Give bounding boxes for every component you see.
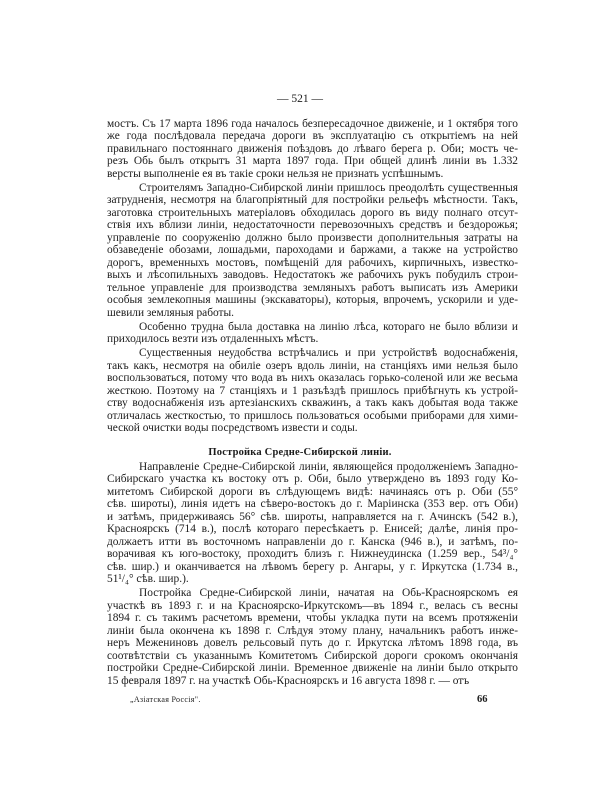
body-text-bottom xyxy=(107,461,518,689)
body-text-top xyxy=(107,118,518,437)
text-line: затрудненія, несмотря на благопріятный для постройки рельефъ мѣстности. Такъ, xyxy=(107,194,518,207)
text-line: и затѣмъ, придерживаясь 56° сѣв. широты, направляется на г. Ачинскъ (542 в.), xyxy=(107,510,518,523)
text-line: мостъ. Съ 17 марта 1896 года началось безпересадочное движеніе, и 1 октября того xyxy=(107,117,518,130)
text-line: сѣв. шир.) и оканчивается на лѣвомъ берегу р. Ангары, у г. Иркутска (1.734 в., xyxy=(107,560,518,573)
text-line: линіи была окончена къ 1898 г. Слѣдуя этому плану, начальникъ работъ инже- xyxy=(107,624,518,637)
text-line: Строителямъ Западно-Сибирской линіи пришлось преодолѣть существенныя xyxy=(139,181,518,194)
paragraph xyxy=(107,321,518,346)
footer-source: „Азіатская Россія". xyxy=(130,695,201,704)
text-line: ствія ихъ вблизи линіи, недостаточности перевозочныхъ средствъ и бездорожья; xyxy=(107,219,518,232)
paragraph xyxy=(107,118,518,181)
text-line: заготовка строительныхъ матеріаловъ обходилась дорого въ виду полнаго отсут- xyxy=(107,206,518,219)
text-line: отличалась жесткостью, то пришлось пользоваться особыми приборами для хими- xyxy=(107,409,518,422)
text-line: резъ Обь былъ открытъ 31 марта 1897 года. При общей длинѣ линіи въ 1.332 xyxy=(107,155,518,168)
text-line: Особенно трудна была доставка на линію лѣса, котораго не было вблизи и xyxy=(139,320,518,333)
text-line: приходилось везти изъ отдаленныхъ мѣстъ. xyxy=(107,333,319,346)
text-line: постройки Средне-Сибирской линіи. Временное движеніе на линіи было открыто xyxy=(107,662,518,675)
text-line: Сибирскаго участка къ востоку отъ р. Оби, было утверждено въ 1893 году Ко- xyxy=(107,473,518,486)
text-line: соотвѣтствіи съ указаннымъ Комитетомъ Сибирской дороги срокомъ окончанія xyxy=(107,649,518,662)
paragraph xyxy=(107,347,518,435)
text-line: жесткою. Поэтому на 7 станціяхъ и 1 разъѣздѣ пришлось прибѣгнуть къ устрой- xyxy=(107,384,518,397)
text-line: же года послѣдовала передача дороги въ эксплуатацію съ открытіемъ на ней xyxy=(107,130,518,143)
paragraph xyxy=(107,587,518,687)
text-line: должаетъ итти въ восточномъ направленіи до г. Канска (946 в.), и затѣмъ, по- xyxy=(107,535,518,548)
text-line: Существенныя неудобства встрѣчались и при устройствѣ водоснабженія, xyxy=(139,347,518,360)
text-line: управленіе по сооруженію должно было произвести дополнительныя затраты на xyxy=(107,231,518,244)
text-line: обзаведеніе обозами, лошадьми, пароходами и баржами, а также на устройство xyxy=(107,244,518,257)
text-line: воспользоваться, потому что вода въ нихъ оказалась горько-соленой или же весьма xyxy=(107,372,518,385)
text-line: митетомъ Сибирской дороги въ слѣдующемъ видѣ: начинаясь отъ р. Оби (55° xyxy=(107,485,518,498)
text-line: ческой очистки воды посредствомъ извести и соды. xyxy=(107,422,358,435)
text-line: правильнаго постояннаго движенія поѣздовъ до лѣваго берега р. Оби; мостъ че- xyxy=(107,142,518,155)
text-line: дорогъ, временныхъ мостовъ, помѣщеній для рабочихъ, кирпичныхъ, известко- xyxy=(107,256,518,269)
text-line: тельное управленіе для производства земляныхъ работъ выписать изъ Америки xyxy=(107,281,518,294)
paragraph xyxy=(107,182,518,320)
text-line: такъ какъ, несмотря на обиліе озеръ вдоль линіи, на станціяхъ ими нельзя было xyxy=(107,359,518,372)
text-line: Красноярскъ (714 в.), послѣ котораго пересѣкаетъ р. Енисей; далѣе, линія про- xyxy=(107,523,518,536)
text-line: особыя землекопныя машины (экскаваторы), которыя, впрочемъ, ускорили и уде- xyxy=(107,294,518,307)
page-number: — 521 — xyxy=(277,93,323,105)
text-line: Направленіе Средне-Сибирской линіи, являющейся продолженіемъ Западно- xyxy=(139,460,518,473)
paragraph xyxy=(107,461,518,586)
text-line: неръ Межениновъ довелъ рельсовый путь до г. Иркутска лѣтомъ 1898 года, въ xyxy=(107,637,518,650)
text-line: 15 февраля 1897 г. на участкѣ Обь-Красноярскъ и 16 августа 1898 г. — отъ xyxy=(107,674,470,687)
text-line: 1894 г. съ такимъ расчетомъ времени, чтобы укладка пути на всемъ протяженіи xyxy=(107,612,518,625)
text-line: версты выполненіе ея въ такіе сроки нельзя не признать успѣшнымъ. xyxy=(107,167,444,180)
text-line: выхъ и лѣсопильныхъ заводовъ. Недостатокъ же рабочихъ рукъ побудилъ строи- xyxy=(107,269,518,282)
footer-sheet-number: 66 xyxy=(477,694,488,705)
text-line: Постройка Средне-Сибирской линіи, начатая на Обь-Красноярскомъ ея xyxy=(139,587,518,600)
section-heading: Постройка Средне-Сибирской линіи. xyxy=(208,447,392,458)
text-line: сѣв. широты), линія идетъ на сѣверо-востокъ до г. Маріинска (353 вер. отъ Оби) xyxy=(107,498,518,511)
text-line: ству водоснабженія изъ артезіанскихъ скважинъ, а такъ какъ добытая вода также xyxy=(107,397,518,410)
text-line: шевили земляныя работы. xyxy=(107,306,235,319)
text-line: участкѣ въ 1893 г. и на Красноярско-Иркутскомъ—въ 1894 г., велась съ весны xyxy=(107,599,518,612)
text-line: 51¹/₄° сѣв. шир.). xyxy=(107,573,189,586)
text-line: ворачивая къ юго-востоку, проходитъ близъ г. Нижнеудинска (1.259 вер., 54³/₄° xyxy=(107,548,518,561)
